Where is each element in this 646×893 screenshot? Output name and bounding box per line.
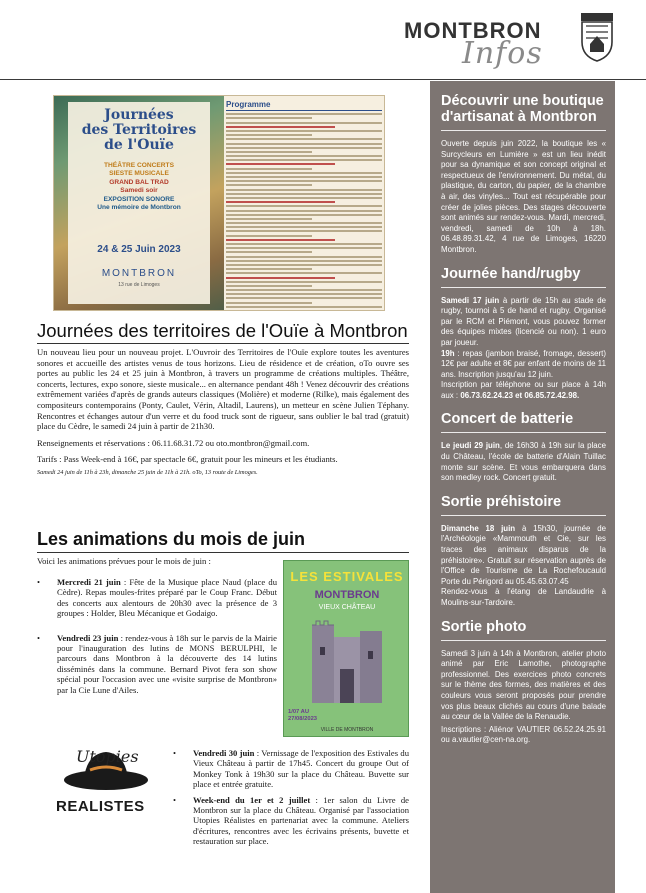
list-item-text: : Vernissage de l'exposition des Estivales du Vieux Château à partir de 17h45. Concert du groupe Out of Monkey Tonk à 19h30 sur la place du Château. Buvette sur place et entrée gratuite. — [193, 748, 409, 790]
program-line — [226, 122, 382, 124]
program-line — [226, 134, 312, 136]
sidebar-section-title: Concert de batterie — [441, 411, 606, 433]
program-line — [226, 222, 382, 224]
sidebar-text: à 15h30, journée de l'Archéologie «Mammouth et Cie, sur les traces des animaux disparus de la préhistoire». Gratuit sur réservation auprès de l'Office de Tourisme de La Rochefoucauld Porte du Périgord au 05.45.63.07.45 — [441, 523, 606, 586]
poster-title-line: des Territoires — [81, 122, 197, 138]
bullet-icon: • — [173, 794, 177, 805]
program-title: Programme — [226, 100, 382, 111]
program-line — [226, 218, 312, 220]
list-item-date: Vendredi 23 juin — [57, 632, 119, 643]
sidebar-text: Inscription par téléphone ou sur place à 14h aux : — [441, 380, 606, 400]
program-line — [226, 256, 382, 258]
poster-line: EXPOSITION SONORE — [103, 195, 175, 203]
program-line — [226, 180, 382, 182]
sidebar-date: Le jeudi 29 juin — [441, 441, 500, 451]
sidebar-section-boutique — [441, 93, 606, 256]
program-line — [226, 310, 382, 311]
program-line — [226, 159, 382, 161]
utopies-realistes-logo — [46, 740, 166, 830]
sidebar-time: 19h — [441, 348, 455, 358]
list-item-date: Week-end du 1er et 2 juillet — [193, 794, 311, 805]
program-line — [226, 226, 382, 228]
sidebar-section-photo — [441, 619, 606, 746]
list-item-text: : rendez-vous à 18h sur le parvis de la Mairie pour l'inauguration des lutins de MONS BERULPHI, le parcours dans Montbron à la découverte des 14 lutins disséminés dans la commune. Bernard Pivot fera son show spécial pour l'occasion avec une «visite surprise de Montbron» par la Cie Lune d'Ailes. — [57, 632, 277, 695]
program-line — [226, 272, 382, 274]
program-line — [226, 168, 312, 170]
estivales-title: LES ESTIVALES — [290, 569, 404, 584]
program-line — [226, 126, 335, 128]
sidebar-section-body — [441, 296, 606, 349]
sidebar-section-title: Journée hand/rugby — [441, 266, 606, 288]
estivales-subtitle: VIEUX CHÂTEAU — [318, 604, 376, 611]
list-item-text: : Fête de la Musique place Naud (place du Cèdre). Repas moules-frites préparé par le Coup Franc. Début des concerts aux alentours de 20h30 avec la présence de 3 groupes : Holder, Bleu Mécanique et Godaigo. — [57, 577, 277, 619]
article-otO — [37, 320, 409, 476]
program-line — [226, 193, 382, 195]
article-hours: Samedi 24 juin de 11h à 23h, dimanche 25 juin de 11h à 21h. oTo, 13 route de Limoges. — [37, 468, 258, 476]
program-line — [226, 147, 382, 149]
poster-program — [226, 100, 382, 308]
brand-subtitle: Infos — [462, 36, 543, 71]
animations-list-left — [37, 577, 277, 709]
program-line — [226, 151, 312, 153]
sidebar-section-body: Ouverte depuis juin 2022, la boutique les « Surcycleurs en Lumière » est un lieu inédit pour sa dynamique et son concept original et respectueux de l'environnement. Du métal, du plastique, du carton, du papier, de la chambre à air, des vinyles... Tout est récupérable pour créer de jolies pièces. Des stages découverte sont animés sur rendez-vous. Mardi, mercredi, vendredi, samedi de 10h à 18h. 06.48.89.31.42, 4 rue de Limoges, 16220 Montbron. — [441, 139, 606, 254]
poster-title-line: de l'Ouïe — [104, 137, 174, 153]
masthead — [0, 0, 646, 80]
poster-line: Une mémoire de Montbron — [97, 204, 181, 212]
program-line — [226, 251, 312, 253]
program-line — [226, 297, 382, 299]
program-line — [226, 201, 335, 203]
brand-name: MONTBRON — [404, 18, 542, 43]
program-line — [226, 214, 382, 216]
program-line — [226, 268, 312, 270]
sidebar-date: Samedi 17 juin — [441, 295, 500, 305]
program-line — [226, 113, 382, 115]
program-line — [226, 277, 335, 279]
list-item-date: Vendredi 30 juin — [193, 748, 255, 758]
sidebar-text: , de 16h30 à 19h sur la place du Château, l'école de batterie d'Alain Tuillac monte sur scène. Et vous embarquera dans son medley rock. Concert gratuit. — [441, 441, 607, 483]
sidebar — [430, 81, 615, 893]
sidebar-date: Dimanche 18 juin — [441, 523, 516, 533]
estivales-poster — [283, 560, 409, 737]
program-line — [226, 293, 382, 295]
program-line — [226, 130, 382, 132]
program-line — [226, 117, 312, 119]
program-line — [226, 197, 382, 199]
program-line — [226, 247, 382, 249]
poster-line: Samedi soir — [120, 187, 158, 195]
program-line — [226, 189, 382, 191]
article-reservations: Renseignements et réservations : 06.11.68.31.72 ou oto.montbron@gmail.com. — [37, 437, 310, 448]
article-title: Journées des territoires de l'Ouïe à Montbron — [37, 320, 409, 344]
list-item — [173, 748, 409, 790]
sidebar-section-prehistoire — [441, 494, 606, 609]
article-body: Un nouveau lieu pour un nouveau projet. L'Ouvroir des Territoires de l'Ouïe explore toutes les aventures sonores et accueille des artistes venus de tous horizons. Lieu de résidence et de création, oTo ouvre ses portes au public les 24 et 25 juin à Montbron, à travers un programme de créations multiples. Théâtre, concerts, lectures, expo sonore, sieste musicale... en alternance pendant 48h ! Venez découvrir des créations extrêmement variées d'après de grands auteurs classiques (Molière) et moderne (Rilke), mais également des compositeurs contemporains (Ponty, Caulet, Vérin, Altadil, Laurens), un metteur en scène Julien Téphany. Rencontres et échanges autour d'un verre et du food truck sont de rigueur, sans oublier le bal trad (gratuit) place du Cèdre, le samedi 24 juin à partir de 21h30. — [37, 347, 409, 432]
program-line — [226, 138, 382, 140]
program-line — [226, 260, 382, 262]
program-line — [226, 285, 312, 287]
program-line — [226, 163, 335, 165]
sidebar-text: : repas (jambon braisé, fromage, dessert) 12€ par adulte et 8€ par enfant de moins de 11 ans. Inscription jusqu'au 12 juin. — [441, 348, 606, 379]
sidebar-section-hand-rugby — [441, 266, 606, 402]
program-line — [226, 176, 382, 178]
sidebar-section-title: Découvrir une boutique d'artisanat à Montbron — [441, 93, 606, 131]
estivales-credit: VILLE DE MONTBRON — [320, 727, 374, 733]
poster-lineup — [68, 162, 210, 212]
brand-logo — [404, 14, 576, 70]
poster-title-line: Journées — [104, 107, 174, 123]
castle-icon — [306, 617, 388, 703]
sidebar-section-batterie — [441, 411, 606, 483]
sidebar-section-title: Sortie préhistoire — [441, 494, 606, 516]
bullet-icon: • — [37, 632, 41, 643]
sidebar-section-body: Samedi 3 juin à 14h à Montbron, atelier photo animé par Eric Lamothe, photographe professionnel. Des exercices photo concrets sur le thème des formes, des matières et des couleurs vous seront proposés pour prendre vos plus beaux clichés au cours d'une balade au cœur de la Vallée de la Renaudie. — [441, 648, 606, 722]
animations-title: Les animations du mois de juin — [37, 529, 409, 553]
list-item — [37, 577, 277, 619]
poster-panel — [68, 102, 210, 304]
program-line — [226, 230, 382, 232]
list-item — [37, 633, 277, 695]
poster-dates: 24 & 25 Juin 2023 — [97, 244, 181, 255]
utopies-word: Utopies — [76, 747, 139, 766]
poster-place: MONTBRON — [101, 268, 177, 279]
program-lines — [226, 113, 382, 311]
program-line — [226, 143, 382, 145]
program-line — [226, 172, 382, 174]
list-item-date: Mercredi 21 juin — [57, 577, 121, 587]
bullet-icon: • — [37, 577, 41, 587]
poster-artwork — [54, 96, 224, 311]
list-item-text: : 1er salon du Livre de Montbron sur la place du Château. Organisé par l'association Utopies Réalistes en partenariat avec la commune. Ateliers d'écritures, rencontres avec les écrivains présents, buvette et restauration sur place. — [193, 794, 409, 847]
program-line — [226, 239, 335, 241]
program-line — [226, 264, 382, 266]
sidebar-section-body — [441, 380, 606, 401]
program-line — [226, 302, 312, 304]
poster-line: GRAND BAL TRAD — [109, 178, 169, 186]
program-line — [226, 205, 382, 207]
program-line — [226, 243, 382, 245]
sidebar-section-body — [441, 441, 606, 483]
sidebar-text: à partir de 15h au stade de rugby, tournoi à 5 de hand et rugby. Organisé par le RCM et Piémont, vous pouvez former des équipes mixtes (licencié ou non). 1 euro par joueur. — [441, 295, 606, 347]
article-tarifs: Tarifs : Pass Week-end à 16€, par spectacle 6€, gratuit pour les mineurs et les étudiants. — [37, 454, 338, 465]
program-line — [226, 281, 382, 283]
animations-intro: Voici les animations prévues pour le mois de juin : — [37, 556, 211, 566]
poster-line: THÉÂTRE CONCERTS — [104, 162, 174, 169]
list-item — [173, 795, 409, 847]
hat-icon — [46, 740, 166, 800]
sidebar-section-body — [441, 524, 606, 588]
animations-list-right — [173, 748, 409, 852]
bullet-icon: • — [173, 748, 177, 758]
sidebar-section-title: Sortie photo — [441, 619, 606, 641]
poster-title — [68, 108, 210, 153]
crest-icon — [580, 12, 614, 62]
poster-address: 13 rue de Limoges — [118, 282, 160, 288]
program-line — [226, 306, 382, 308]
sidebar-section-body — [441, 349, 606, 381]
program-line — [226, 289, 382, 291]
estivales-dates: 1/07 AU 27/08/2023 — [288, 709, 318, 722]
event-poster — [53, 95, 385, 311]
program-line — [226, 155, 382, 157]
sidebar-section-body: Rendez-vous à l'étang de Landaudrie à Moulins-sur-Tardoire. — [441, 587, 606, 607]
program-line — [226, 235, 312, 237]
program-line — [226, 184, 312, 186]
sidebar-section-body: Inscriptions : Aliénor VAUTIER 06.52.24.25.91 ou a.vautier@cen-na.org. — [441, 724, 606, 745]
program-line — [226, 210, 382, 212]
poster-line: SIESTE MUSICALE — [109, 170, 169, 178]
realistes-word: REALISTES — [56, 798, 145, 815]
estivales-town: MONTBRON — [314, 589, 380, 601]
sidebar-phones: 06.73.62.24.23 et 06.85.72.42.98. — [460, 390, 580, 400]
